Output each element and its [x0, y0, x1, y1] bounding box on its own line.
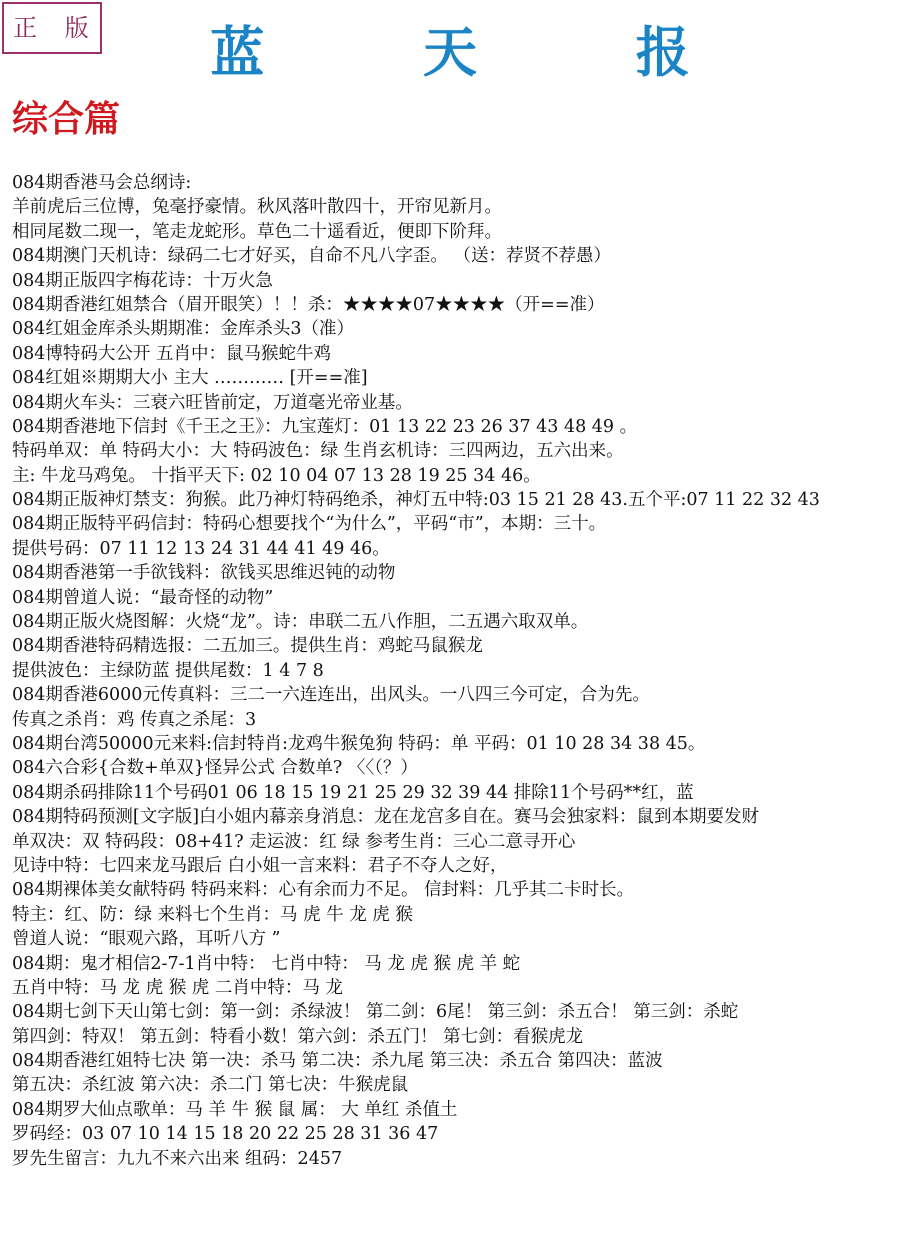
official-version-badge: 正 版 [2, 2, 102, 54]
content-line: 084期香港马会总纲诗: [12, 173, 192, 193]
content-line: 084博特码大公开 五肖中：鼠马猴蛇牛鸡 [12, 343, 331, 364]
content-line: 单双决：双 特码段：08+41? 走运波：红 绿 参考生肖：三心二意寻开心 [12, 831, 576, 852]
content-line: 084红姐※期期大小 主大 ………… [开==准] [12, 368, 368, 389]
content-line: 084期台湾50000元来料:信封特肖:龙鸡牛猴兔狗 特码：单 平码：01 10 28 34 38 45。 [12, 733, 706, 754]
content-line: 084期正版神灯禁支：狗猴。此乃神灯特码绝杀，神灯五中特:03 15 21 28 43.五个平:07 11 22 32 43 [12, 490, 820, 511]
content-line: 特码单双：单 特码大小：大 特码波色：绿 生肖玄机诗：三四两边，五六出来。 [12, 441, 624, 462]
content-line: 084期澳门天机诗：绿码二七才好买，自命不凡八字歪。 （送：荐贤不荐愚） [12, 246, 611, 267]
content-line: 084期曾道人说：“最奇怪的动物” [12, 587, 274, 608]
content-line: 羊前虎后三位博，兔毫抒豪情。秋风落叶散四十，开帘见新月。 [12, 197, 502, 218]
content-line: 罗码经：03 07 10 14 15 18 20 22 25 28 31 36 47 [12, 1124, 439, 1145]
content-line: 084期特码预测[文字版]白小姐内幕亲身消息：龙在龙宫多自在。赛马会独家料：鼠到本期要发财 [12, 807, 760, 828]
content-line: 084期香港第一手欲钱料：欲钱买思维迟钝的动物 [12, 563, 396, 584]
content-line: 特主：红、防：绿 来料七个生肖：马 虎 牛 龙 虎 猴 [12, 904, 413, 925]
content-line: 主: 牛龙马鸡兔。 十指平天下: 02 10 04 07 13 28 19 25 34 46。 [12, 465, 541, 486]
content-line: 传真之杀肖：鸡 传真之杀尾：3 [12, 709, 257, 730]
content-line: 第五决：杀红波 第六决：杀二门 第七决：牛猴虎鼠 [12, 1075, 409, 1096]
content-line: 084期香港6000元传真料：三二一六连连出，出风头。一八四三今可定，合为先。 [12, 685, 650, 706]
content-line: 提供号码：07 11 12 13 24 31 44 41 49 46。 [12, 538, 390, 559]
content-line: 罗先生留言：九九不来六出来 组码：2457 [12, 1148, 343, 1169]
section-title: 综合篇 [12, 98, 121, 140]
content-line: 提供波色：主绿防蓝 提供尾数：1 4 7 8 [12, 660, 324, 681]
content-line: 084期七剑下天山第七剑：第一剑：杀绿波！ 第二剑：6尾！ 第三剑：杀五合！ 第三剑：杀蛇 [12, 1002, 739, 1023]
content-line: 084期：鬼才相信2-7-1肖中特： 七肖中特： 马 龙 虎 猴 虎 羊 蛇 [12, 953, 521, 974]
content-line: 084期正版四字梅花诗：十万火急 [12, 270, 273, 291]
content-line: 084期香港地下信封《千王之王》：九宝莲灯：01 13 22 23 26 37 43 48 49 。 [12, 416, 638, 437]
content-line: 084期杀码排除11个号码01 06 18 15 19 21 25 29 32 39 44 排除11个号码**红，蓝 [12, 782, 694, 803]
content-line: 084期罗大仙点歌单：马 羊 牛 猴 鼠 属： 大 单红 杀值土 [12, 1099, 458, 1120]
content-line: 084红姐金库杀头期期准：金库杀头3（准） [12, 319, 355, 340]
content-line: 084期香港特码精选报：二五加三。提供生肖：鸡蛇马鼠猴龙 [12, 636, 483, 657]
content-line: 084期正版火烧图解：火烧“龙”。诗：串联二五八作胆，二五遇六取双单。 [12, 612, 589, 633]
content-line: 见诗中特：七四来龙马跟后 白小姐一言来料：君子不夺人之好， [12, 855, 508, 876]
content-line: 084期火车头：三衰六旺皆前定，万道毫光帝业基。 [12, 392, 413, 413]
content-line: 第四剑：特双！ 第五剑：特看小数！第六剑：杀五门！ 第七剑：看猴虎龙 [12, 1026, 584, 1047]
content-body [12, 171, 897, 1171]
content-line: 084期香港红姐特七决 第一决：杀马 第二决：杀九尾 第三决：杀五合 第四决：蓝波 [12, 1051, 663, 1072]
content-line: 五肖中特：马 龙 虎 猴 虎 二肖中特：马 龙 [12, 977, 343, 998]
page-title: 蓝 天 报 [210, 20, 760, 84]
content-line: 084期裸体美女献特码 特码来料：心有余而力不足。 信封料：几乎其二卡时长。 [12, 880, 635, 901]
content-line: 相同尾数二现一，笔走龙蛇形。草色二十遥看近，便即下阶拜。 [12, 221, 502, 242]
content-line: 曾道人说：“眼观六路，耳听八方 ” [12, 929, 281, 950]
content-line: 084期正版特平码信封：特码心想要找个“为什么”，平码“市”，本期：三十。 [12, 514, 607, 535]
content-line: 084期香港红姐禁合（眉开眼笑）！！杀：★★★★07★★★★（开==准） [12, 294, 605, 315]
content-line: 084六合彩{合数+单双}怪异公式 合数单? 〈〈（？） [12, 758, 418, 779]
